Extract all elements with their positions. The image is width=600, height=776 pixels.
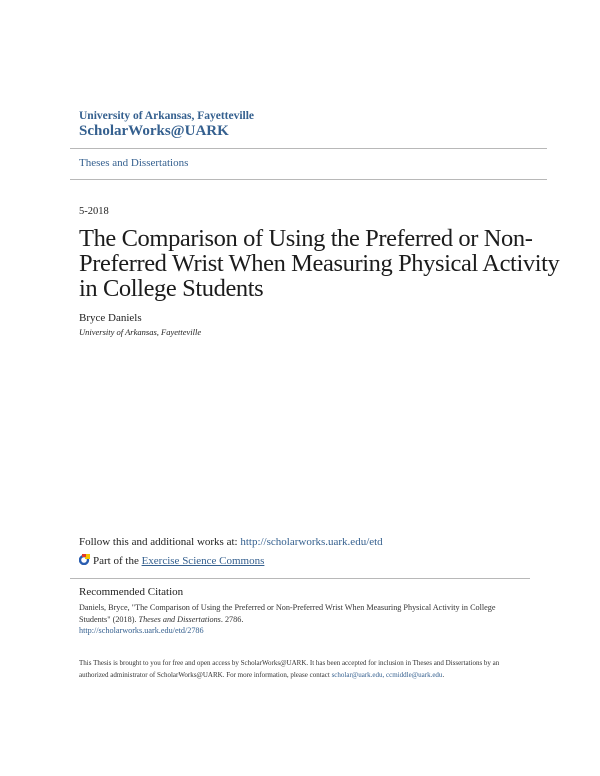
footer-line [79,671,444,679]
title-line: Preferred Wrist When Measuring Physical Activity [79,250,560,277]
author-name: Bryce Daniels [79,312,142,324]
footer-line: This Thesis is brought to you for free and open access by ScholarWorks@UARK. It has been accepted for inclusion in Theses and Dissertations by an [79,659,500,667]
institution-name: University of Arkansas, Fayetteville [79,110,255,122]
divider [70,179,547,180]
document-title [79,225,560,302]
citation-url-link[interactable]: http://scholarworks.uark.edu/etd/2786 [79,626,204,635]
contact-email-link[interactable]: scholar@uark.edu, ccmiddle@uark.edu [331,671,443,679]
citation-heading: Recommended Citation [79,586,184,598]
repository-name[interactable]: ScholarWorks@UARK [79,123,229,139]
divider [70,578,530,579]
exercise-science-commons-link[interactable]: Exercise Science Commons [141,555,265,567]
part-of-label: Part of the [93,555,142,567]
digital-commons-logo-icon [79,554,90,565]
publication-date: 5-2018 [79,206,109,217]
citation-line: Daniels, Bryce, "The Comparison of Using the Preferred or Non-Preferred Wrist When Measuring Physical Activity in College [79,603,496,612]
follow-label: Follow this and additional works at: [79,536,241,548]
citation-series: Theses and Dissertations [138,615,221,624]
collection-link[interactable]: Theses and Dissertations [79,157,189,169]
follow-line [79,536,383,548]
footer-text: . [442,671,445,679]
divider [70,148,547,149]
citation-number: . 2786. [220,615,244,624]
author-affiliation: University of Arkansas, Fayetteville [79,327,202,337]
follow-url-link[interactable]: http://scholarworks.uark.edu/etd [240,536,383,548]
citation-text: Students" (2018). [79,615,139,624]
citation-line [79,615,243,624]
footer-text: authorized administrator of ScholarWorks@UARK. For more information, please contact [79,671,332,679]
title-line: The Comparison of Using the Preferred or Non- [79,225,533,252]
title-line: in College Students [79,275,264,302]
part-of-line [79,554,264,567]
